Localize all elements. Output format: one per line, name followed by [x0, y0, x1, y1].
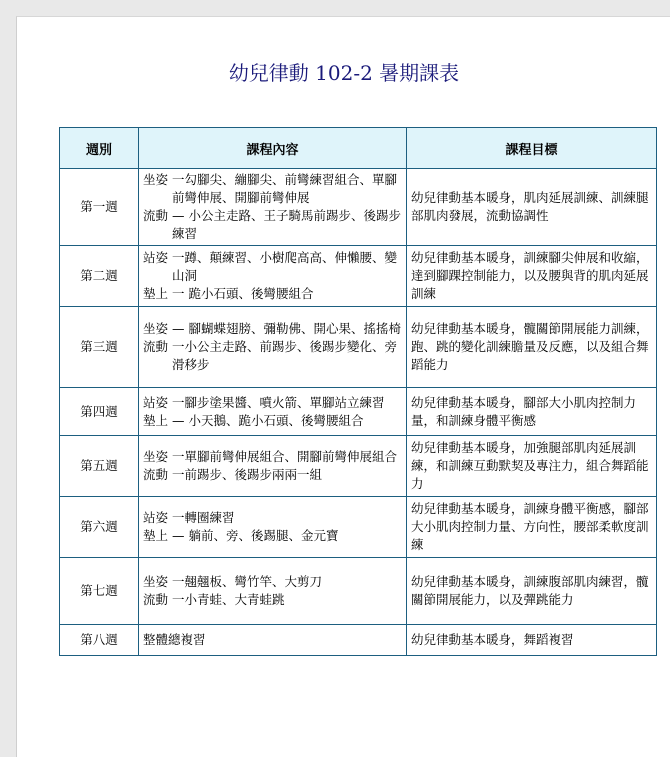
content-line-text: — 腳蝴蝶翅膀、彌勒佛、開心果、搖搖椅: [172, 321, 401, 336]
table-header-row: [60, 128, 657, 169]
table-row: [60, 388, 657, 436]
content-line: [143, 591, 402, 609]
content-line-text: 一 跪小石頭、後彎腰組合: [172, 286, 314, 301]
content-line: [143, 573, 402, 591]
content-line-label: 坐姿: [143, 172, 169, 187]
content-line: [143, 249, 402, 285]
content-cell: [139, 246, 407, 307]
table-row: [60, 625, 657, 656]
content-line-text: 一小公主走路、前踢步、後踢步變化、旁滑移步: [172, 339, 398, 372]
table-row: [60, 497, 657, 558]
content-line: [143, 338, 402, 374]
content-line: [143, 527, 402, 545]
content-line-text: 一勾腳尖、繃腳尖、前彎練習組合、單腳前彎伸展、開腳前彎伸展: [172, 172, 398, 205]
content-cell: [139, 625, 407, 656]
content-line-text: 一單腳前彎伸展組合、開腳前彎伸展組合: [172, 449, 398, 464]
content-line-label: 站姿: [143, 250, 169, 265]
goal-cell: 幼兒律動基本暖身，訓練腹部肌肉練習，髖關節開展能力，以及彈跳能力: [407, 558, 657, 625]
header-goal: 課程目標: [407, 128, 657, 169]
table-body: [60, 169, 657, 656]
table-row: [60, 307, 657, 388]
week-cell: 第六週: [60, 497, 139, 558]
schedule-table: [59, 127, 657, 656]
content-line-text: 一蹲、顛練習、小樹爬高高、伸懶腰、變山洞: [172, 250, 398, 283]
content-line-label: 站姿: [143, 510, 169, 525]
week-cell: 第三週: [60, 307, 139, 388]
header-content: 課程內容: [139, 128, 407, 169]
content-cell: [139, 388, 407, 436]
header-week: 週別: [60, 128, 139, 169]
goal-cell: 幼兒律動基本暖身，腳部大小肌肉控制力量，和訓練身體平衡感: [407, 388, 657, 436]
content-line-text: 一前踢步、後踢步兩兩一組: [172, 467, 323, 482]
week-cell: 第四週: [60, 388, 139, 436]
goal-cell: 幼兒律動基本暖身，訓練腳尖伸展和收縮，達到腳踝控制能力，以及腰與背的肌肉延展訓練: [407, 246, 657, 307]
table-row: [60, 169, 657, 246]
content-line-label: 站姿: [143, 394, 169, 410]
content-cell: [139, 169, 407, 246]
week-cell: 第八週: [60, 625, 139, 656]
content-line: [143, 320, 402, 338]
content-line-label: 坐姿: [143, 574, 169, 589]
table-row: [60, 246, 657, 307]
content-line-label: 流動: [143, 339, 169, 354]
content-line: [143, 509, 402, 527]
content-line-text: 整體總複習: [143, 632, 206, 647]
content-line: [143, 285, 402, 303]
goal-cell: 幼兒律動基本暖身，髖關節開展能力訓練，跑、跳的變化訓練膽量及反應，以及組合舞蹈能力: [407, 307, 657, 388]
content-line-text: — 躺前、旁、後踢腿、金元寶: [172, 528, 339, 543]
content-line-label: 流動: [143, 467, 169, 482]
content-line: [143, 448, 402, 466]
content-cell: [139, 497, 407, 558]
content-line: [143, 394, 402, 412]
content-line-label: 坐姿: [143, 321, 169, 336]
content-line-text: 一小青蛙、大青蛙跳: [172, 592, 285, 607]
content-line-text: 一轉圈練習: [172, 510, 235, 525]
content-line-text: — 小天鵝、跪小石頭、後彎腰組合: [172, 412, 364, 428]
week-cell: 第七週: [60, 558, 139, 625]
content-line: [143, 171, 402, 207]
content-line-text: — 小公主走路、王子騎馬前踢步、後踢步練習: [172, 208, 401, 241]
content-line: [143, 412, 402, 430]
week-cell: 第二週: [60, 246, 139, 307]
goal-cell: 幼兒律動基本暖身，肌肉延展訓練、訓練腿部肌肉發展，流動協調性: [407, 169, 657, 246]
content-line-label: 坐姿: [143, 449, 169, 464]
content-cell: [139, 307, 407, 388]
content-line: [143, 207, 402, 243]
goal-cell: 幼兒律動基本暖身，訓練身體平衡感，腳部大小肌肉控制力量、方向性，腰部柔軟度訓練: [407, 497, 657, 558]
content-line-label: 墊上: [143, 528, 169, 543]
content-line-label: 流動: [143, 592, 169, 607]
content-line-label: 墊上: [143, 286, 169, 301]
content-cell: [139, 436, 407, 497]
content-cell: [139, 558, 407, 625]
content-line: [143, 631, 402, 649]
document-page: [16, 16, 670, 757]
content-line-label: 墊上: [143, 412, 169, 428]
content-line-text: 一翹翹板、彎竹竿、大剪刀: [172, 574, 323, 589]
goal-cell: 幼兒律動基本暖身，加強腿部肌肉延展訓練，和訓練互動默契及專注力，組合舞蹈能力: [407, 436, 657, 497]
page-title: 幼兒律動 102-2 暑期課表: [228, 61, 460, 85]
table-row: [60, 558, 657, 625]
week-cell: 第一週: [60, 169, 139, 246]
content-line: [143, 466, 402, 484]
week-cell: 第五週: [60, 436, 139, 497]
content-line-label: 流動: [143, 208, 169, 223]
table-row: [60, 436, 657, 497]
goal-cell: 幼兒律動基本暖身，舞蹈複習: [407, 625, 657, 656]
content-line-text: 一腳步塗果醬、噴火箭、單腳站立練習: [172, 394, 385, 410]
